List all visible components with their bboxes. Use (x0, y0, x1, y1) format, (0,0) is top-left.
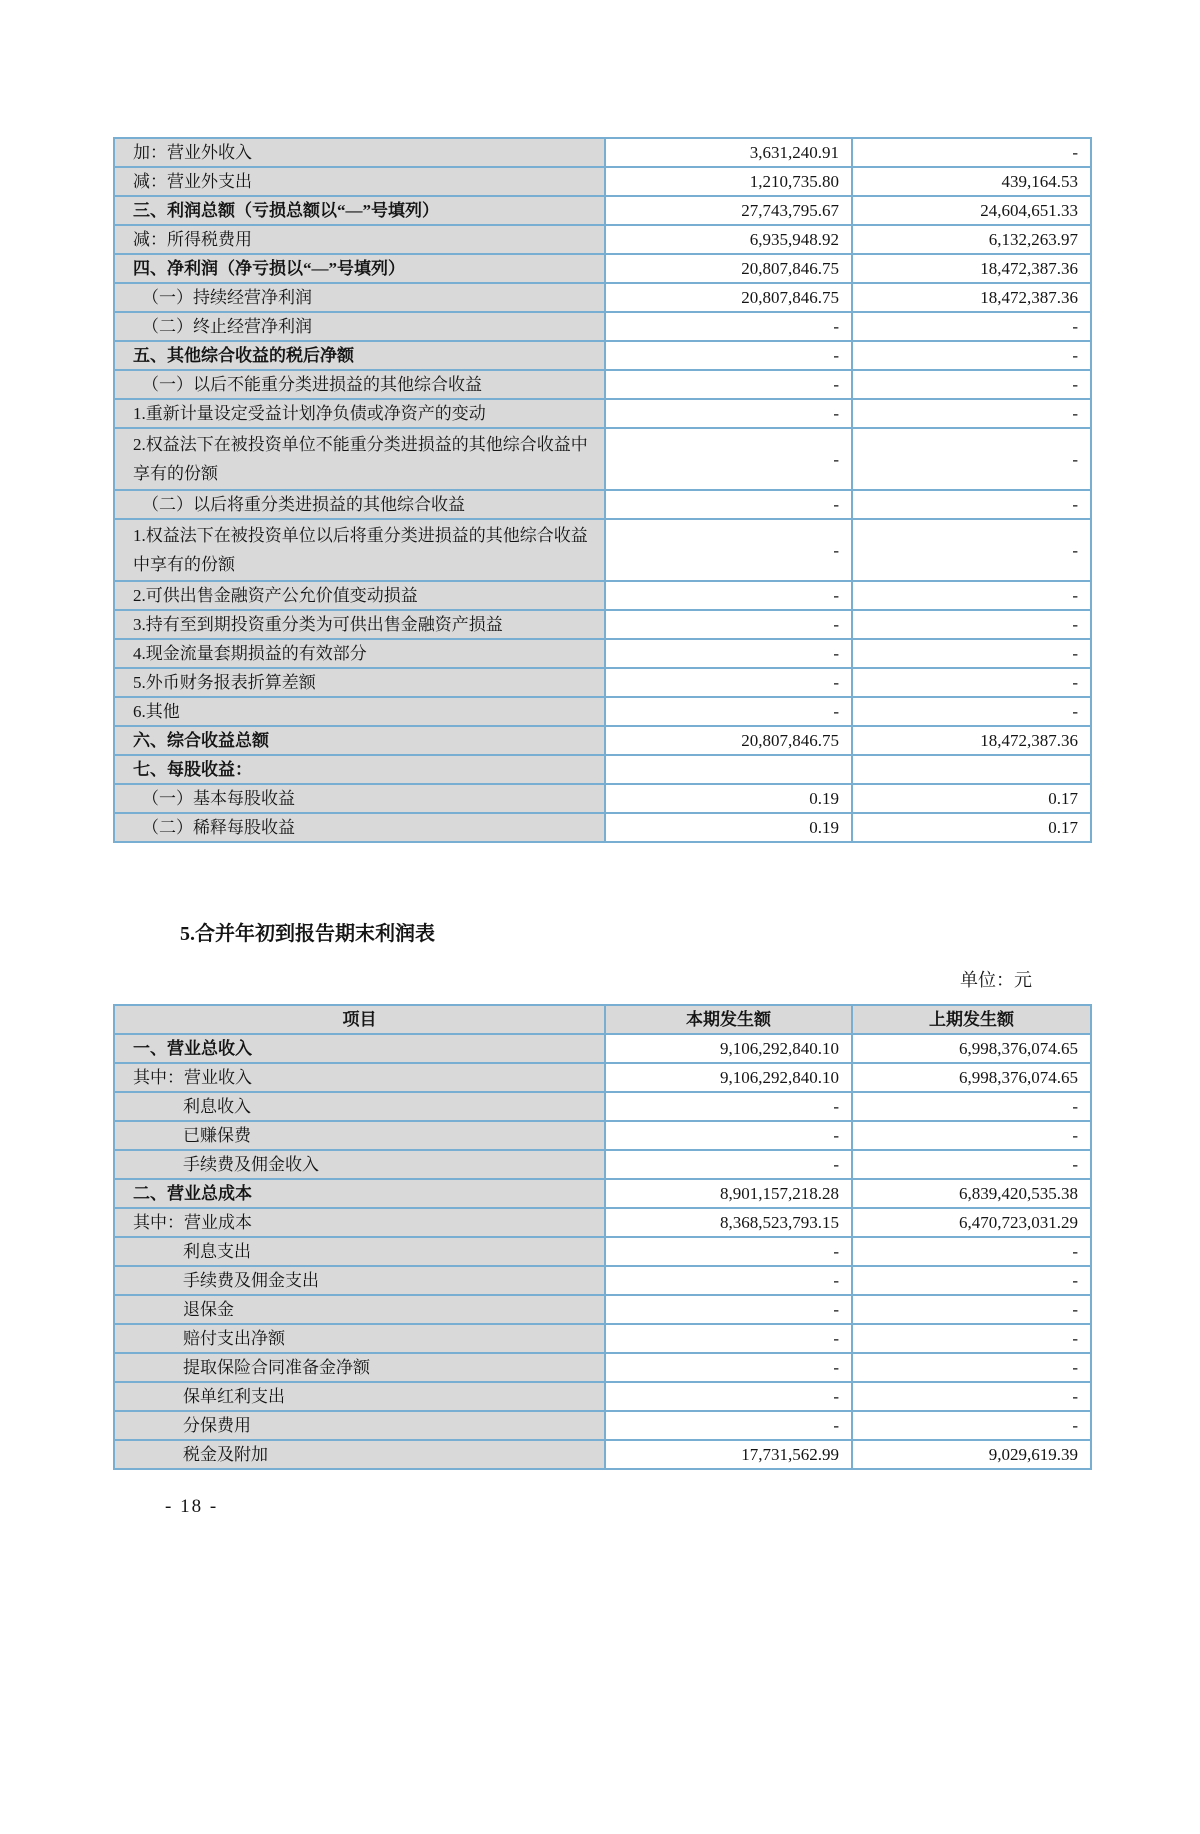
row-value-previous: - (852, 519, 1091, 581)
row-label: 三、利润总额（亏损总额以“—”号填列） (114, 196, 605, 225)
table-row (114, 138, 1091, 167)
table-row (114, 428, 1091, 490)
table-row (114, 755, 1091, 784)
row-label: 加：营业外收入 (114, 138, 605, 167)
row-value-current (605, 755, 852, 784)
income-statement-table (113, 137, 1092, 843)
row-label: 提取保险合同准备金净额 (114, 1353, 605, 1382)
row-value-current: - (605, 1382, 852, 1411)
row-label: 减：营业外支出 (114, 167, 605, 196)
row-value-current: - (605, 1411, 852, 1440)
row-value-current: - (605, 428, 852, 490)
row-label: 税金及附加 (114, 1440, 605, 1469)
row-label: 退保金 (114, 1295, 605, 1324)
row-label: 5.外币财务报表折算差额 (114, 668, 605, 697)
row-label: （二）终止经营净利润 (114, 312, 605, 341)
table-row (114, 254, 1091, 283)
row-value-current: - (605, 399, 852, 428)
row-value-current: 20,807,846.75 (605, 283, 852, 312)
table-row (114, 167, 1091, 196)
row-value-previous: - (852, 312, 1091, 341)
row-value-previous: 18,472,387.36 (852, 283, 1091, 312)
row-value-previous: 24,604,651.33 (852, 196, 1091, 225)
table-row (114, 610, 1091, 639)
ytd-income-statement-table (113, 1004, 1092, 1470)
row-label: 保单红利支出 (114, 1382, 605, 1411)
row-value-current: - (605, 519, 852, 581)
row-label: 六、综合收益总额 (114, 726, 605, 755)
table-row (114, 1208, 1091, 1237)
row-value-previous: - (852, 668, 1091, 697)
row-value-previous (852, 755, 1091, 784)
header-previous-period-column: 上期发生额 (852, 1005, 1091, 1034)
row-value-current: - (605, 490, 852, 519)
table-row (114, 1440, 1091, 1469)
row-label: 减：所得税费用 (114, 225, 605, 254)
row-label: 五、其他综合收益的税后净额 (114, 341, 605, 370)
row-value-current: - (605, 1237, 852, 1266)
row-value-current: - (605, 370, 852, 399)
row-value-current: 0.19 (605, 813, 852, 842)
row-value-previous: 18,472,387.36 (852, 254, 1091, 283)
row-value-previous: 18,472,387.36 (852, 726, 1091, 755)
table-row (114, 312, 1091, 341)
row-label: 已赚保费 (114, 1121, 605, 1150)
row-label: （一）持续经营净利润 (114, 283, 605, 312)
table-row (114, 1179, 1091, 1208)
row-value-previous: 6,998,376,074.65 (852, 1034, 1091, 1063)
row-label: 四、净利润（净亏损以“—”号填列） (114, 254, 605, 283)
table-row (114, 639, 1091, 668)
page-number: - 18 - (165, 1496, 219, 1517)
unit-label: 单位：元 (960, 970, 1032, 990)
row-label: 2.权益法下在被投资单位不能重分类进损益的其他综合收益中享有的份额 (114, 428, 605, 490)
row-value-previous: - (852, 639, 1091, 668)
section-title: 5.合并年初到报告期末利润表 (180, 923, 435, 945)
table-row (114, 1063, 1091, 1092)
table-row (114, 1237, 1091, 1266)
table-row (114, 1382, 1091, 1411)
table-row (114, 1295, 1091, 1324)
row-label: 其中：营业收入 (114, 1063, 605, 1092)
row-label: 其中：营业成本 (114, 1208, 605, 1237)
row-value-previous: - (852, 341, 1091, 370)
table-row (114, 225, 1091, 254)
row-label: 手续费及佣金收入 (114, 1150, 605, 1179)
row-label: 4.现金流量套期损益的有效部分 (114, 639, 605, 668)
row-label: 一、营业总收入 (114, 1034, 605, 1063)
row-value-current: - (605, 312, 852, 341)
row-label: 2.可供出售金融资产公允价值变动损益 (114, 581, 605, 610)
row-value-current: - (605, 1266, 852, 1295)
table-row (114, 581, 1091, 610)
row-value-previous: - (852, 610, 1091, 639)
row-value-previous: - (852, 1237, 1091, 1266)
row-value-current: - (605, 610, 852, 639)
table-row (114, 1092, 1091, 1121)
row-value-previous: 0.17 (852, 784, 1091, 813)
header-item-column: 项目 (114, 1005, 605, 1034)
row-value-current: - (605, 1353, 852, 1382)
row-value-current: - (605, 1092, 852, 1121)
row-value-previous: - (852, 1150, 1091, 1179)
row-label: 利息支出 (114, 1237, 605, 1266)
row-value-current: - (605, 1295, 852, 1324)
row-value-current: 9,106,292,840.10 (605, 1063, 852, 1092)
row-value-current: - (605, 697, 852, 726)
row-value-current: 0.19 (605, 784, 852, 813)
row-value-previous: - (852, 1382, 1091, 1411)
row-label: 手续费及佣金支出 (114, 1266, 605, 1295)
row-label: 6.其他 (114, 697, 605, 726)
row-value-previous: - (852, 1353, 1091, 1382)
row-value-current: 1,210,735.80 (605, 167, 852, 196)
table-row (114, 196, 1091, 225)
row-label: 赔付支出净额 (114, 1324, 605, 1353)
row-value-previous: 0.17 (852, 813, 1091, 842)
row-value-previous: - (852, 697, 1091, 726)
row-value-current: - (605, 639, 852, 668)
table-row (114, 283, 1091, 312)
table-row (114, 784, 1091, 813)
table-row (114, 1353, 1091, 1382)
row-value-previous: - (852, 138, 1091, 167)
row-value-current: 3,631,240.91 (605, 138, 852, 167)
table-row (114, 370, 1091, 399)
row-value-current: - (605, 1150, 852, 1179)
table-row (114, 399, 1091, 428)
table-row (114, 1150, 1091, 1179)
row-label: 利息收入 (114, 1092, 605, 1121)
row-value-current: 17,731,562.99 (605, 1440, 852, 1469)
row-label: 分保费用 (114, 1411, 605, 1440)
table-row (114, 726, 1091, 755)
row-value-previous: - (852, 1295, 1091, 1324)
table-row (114, 341, 1091, 370)
row-value-previous: - (852, 581, 1091, 610)
row-label: 二、营业总成本 (114, 1179, 605, 1208)
table-row (114, 1266, 1091, 1295)
row-value-previous: 6,132,263.97 (852, 225, 1091, 254)
row-value-previous: 6,839,420,535.38 (852, 1179, 1091, 1208)
row-label: （一）基本每股收益 (114, 784, 605, 813)
row-label: （一）以后不能重分类进损益的其他综合收益 (114, 370, 605, 399)
row-value-current: - (605, 341, 852, 370)
row-value-current: - (605, 581, 852, 610)
row-value-previous: - (852, 490, 1091, 519)
table-row (114, 1411, 1091, 1440)
row-value-current: 20,807,846.75 (605, 254, 852, 283)
table-row (114, 697, 1091, 726)
row-label: 1.重新计量设定受益计划净负债或净资产的变动 (114, 399, 605, 428)
row-value-current: 6,935,948.92 (605, 225, 852, 254)
row-value-current: 20,807,846.75 (605, 726, 852, 755)
row-label: 七、每股收益： (114, 755, 605, 784)
row-value-previous: - (852, 1121, 1091, 1150)
table-row (114, 519, 1091, 581)
row-value-previous: 6,470,723,031.29 (852, 1208, 1091, 1237)
document-page (0, 137, 1200, 1834)
table-row (114, 813, 1091, 842)
row-label: （二）稀释每股收益 (114, 813, 605, 842)
row-value-previous: - (852, 1324, 1091, 1353)
row-value-current: 9,106,292,840.10 (605, 1034, 852, 1063)
row-value-previous: 9,029,619.39 (852, 1440, 1091, 1469)
row-label: 3.持有至到期投资重分类为可供出售金融资产损益 (114, 610, 605, 639)
row-value-previous: - (852, 1411, 1091, 1440)
table-row (114, 1324, 1091, 1353)
table-row (114, 1121, 1091, 1150)
header-current-period-column: 本期发生额 (605, 1005, 852, 1034)
row-value-previous: - (852, 1092, 1091, 1121)
table-row (114, 668, 1091, 697)
row-value-current: - (605, 1121, 852, 1150)
row-label: 1.权益法下在被投资单位以后将重分类进损益的其他综合收益中享有的份额 (114, 519, 605, 581)
row-label: （二）以后将重分类进损益的其他综合收益 (114, 490, 605, 519)
table-header-row (114, 1005, 1091, 1034)
row-value-current: 8,368,523,793.15 (605, 1208, 852, 1237)
row-value-current: - (605, 1324, 852, 1353)
table-row (114, 1034, 1091, 1063)
row-value-previous: 6,998,376,074.65 (852, 1063, 1091, 1092)
table-row (114, 490, 1091, 519)
row-value-current: 8,901,157,218.28 (605, 1179, 852, 1208)
row-value-previous: - (852, 399, 1091, 428)
row-value-current: - (605, 668, 852, 697)
row-value-previous: 439,164.53 (852, 167, 1091, 196)
row-value-previous: - (852, 1266, 1091, 1295)
row-value-previous: - (852, 428, 1091, 490)
row-value-previous: - (852, 370, 1091, 399)
row-value-current: 27,743,795.67 (605, 196, 852, 225)
